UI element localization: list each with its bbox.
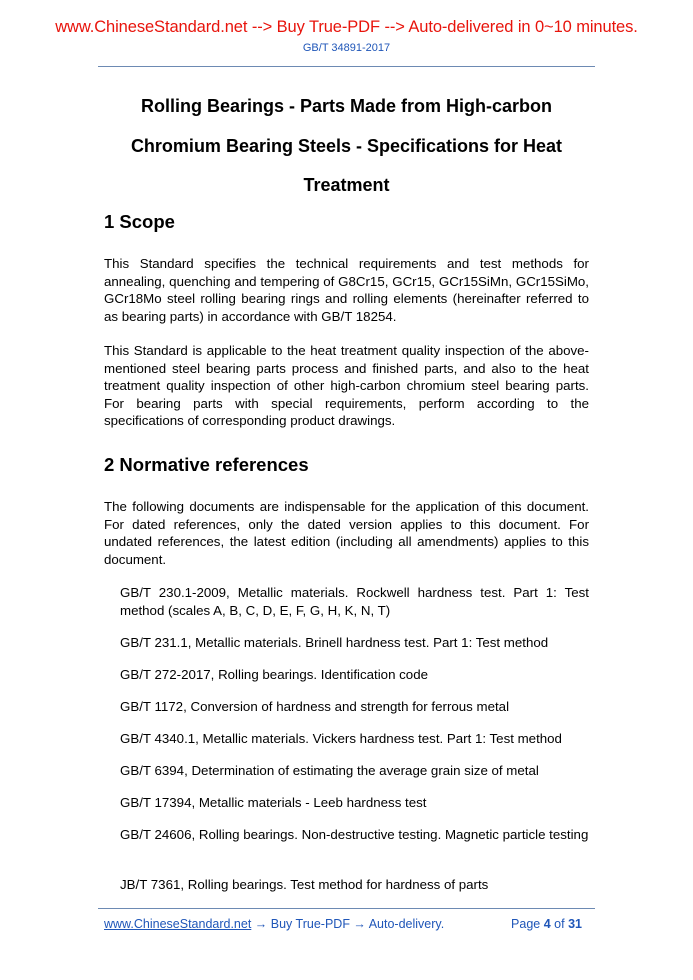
document-title: [104, 87, 589, 206]
title-line: Treatment: [303, 175, 390, 195]
buy-link[interactable]: Buy True-PDF: [270, 917, 350, 931]
page-number: 4: [543, 917, 551, 931]
page-total: 31: [568, 917, 582, 931]
reference-item: GB/T 17394, Metallic materials - Leeb hardness test: [120, 795, 427, 810]
reference-item: GB/T 4340.1, Metallic materials. Vickers hardness test. Part 1: Test method: [120, 731, 562, 746]
standard-code: GB/T 34891-2017: [302, 42, 391, 54]
page-label: Page: [511, 917, 541, 931]
header-divider: [98, 66, 595, 67]
top-banner[interactable]: www.ChineseStandard.net --> Buy True-PDF --> Auto-delivered in 0~10 minutes.: [55, 18, 638, 36]
reference-item: GB/T 272-2017, Rolling bearings. Identification code: [120, 667, 428, 682]
page-of-label: of: [554, 917, 565, 931]
reference-item: GB/T 230.1-2009, Metallic materials. Rockwell hardness test. Part 1: Test method (scales A, B, C, D, E, F, G, H, K, N, T): [120, 585, 589, 618]
title-line: Chromium Bearing Steels - Specifications for Heat: [130, 135, 563, 156]
footer-links: [104, 917, 444, 931]
references-intro-paragraph: The following documents are indispensable for the application of this document. For dated references, only the dated version applies to this document. For undated references, the latest edition (including all amendments) applies to this document.: [104, 499, 589, 567]
page-indicator: [511, 917, 582, 931]
arrow-icon: →: [349, 917, 369, 931]
section-heading-normative-references: 2 Normative references: [104, 454, 309, 475]
reference-item: GB/T 6394, Determination of estimating the average grain size of metal: [120, 763, 539, 778]
section-heading-scope: 1 Scope: [104, 211, 175, 232]
reference-item: GB/T 1172, Conversion of hardness and strength for ferrous metal: [120, 699, 510, 714]
site-link[interactable]: www.ChineseStandard.net: [104, 917, 252, 931]
delivery-text: Auto-delivery.: [368, 917, 445, 931]
arrow-icon: →: [251, 917, 271, 931]
footer-divider: [98, 908, 595, 909]
title-line: Rolling Bearings - Parts Made from High-carbon: [140, 96, 553, 116]
reference-item: GB/T 231.1, Metallic materials. Brinell hardness test. Part 1: Test method: [120, 635, 549, 650]
scope-paragraph: This Standard is applicable to the heat treatment quality inspection of the above-mentioned steel bearing parts process and finished parts, and also to the heat treatment quality inspection of other high-carbon chromium steel bearing parts. For bearing parts with special requirements, perform according to the specifications of corresponding product drawings.: [104, 343, 589, 429]
reference-item: JB/T 7361, Rolling bearings. Test method for hardness of parts: [120, 877, 489, 892]
reference-item: GB/T 24606, Rolling bearings. Non-destructive testing. Magnetic particle testing: [120, 827, 589, 842]
scope-paragraph: This Standard specifies the technical requirements and test methods for annealing, quenching and tempering of G8Cr15, GCr15, GCr15SiMn, GCr15SiMo, GCr18Mo steel rolling bearing rings and rolling elements (hereinafter referred to as bearing parts) in accordance with GB/T 18254.: [104, 256, 589, 324]
